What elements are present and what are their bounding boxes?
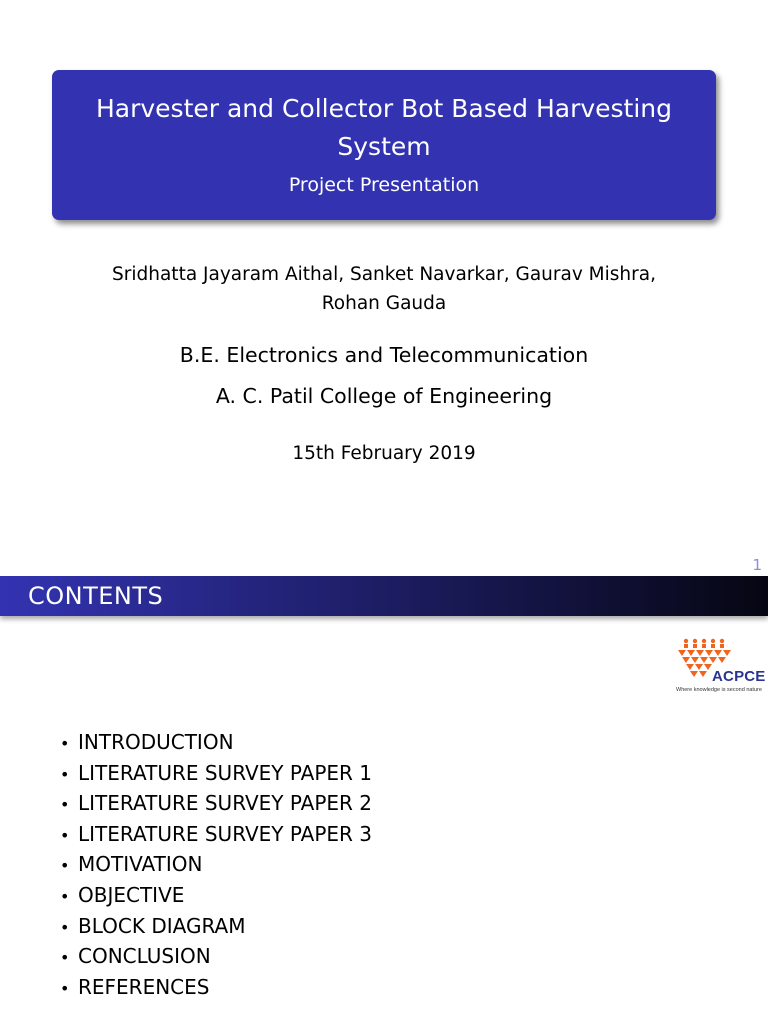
contents-item bbox=[60, 881, 372, 912]
contents-item-label: LITERATURE SURVEY PAPER 1 bbox=[78, 760, 373, 785]
contents-item-label: INTRODUCTION bbox=[78, 730, 234, 754]
bullet-icon: • bbox=[60, 795, 70, 815]
contents-item bbox=[60, 759, 372, 790]
title-box bbox=[52, 70, 716, 220]
contents-item-label: REFERENCES bbox=[78, 974, 210, 999]
presentation-subtitle: Project Presentation bbox=[288, 174, 480, 196]
bullet-icon: • bbox=[60, 886, 70, 906]
contents-item-label: LITERATURE SURVEY PAPER 2 bbox=[78, 791, 373, 816]
authors-line-1: Sridhatta Jayaram Aithal, Sanket Navarkar, Gaurav Mishra, bbox=[112, 264, 656, 285]
college-logo bbox=[672, 638, 768, 698]
bullet-icon: • bbox=[60, 764, 70, 784]
contents-item-label: LITERATURE SURVEY PAPER 3 bbox=[78, 821, 373, 846]
contents-item bbox=[60, 850, 372, 881]
contents-list bbox=[60, 728, 372, 1003]
department: B.E. Electronics and Telecommunication bbox=[179, 343, 589, 367]
bullet-icon: • bbox=[60, 978, 70, 998]
contents-item-label: BLOCK DIAGRAM bbox=[78, 913, 246, 938]
contents-item bbox=[60, 973, 372, 1004]
contents-slide bbox=[0, 576, 768, 1024]
bullet-icon: • bbox=[60, 917, 70, 937]
logo-tagline: Where knowledge is second nature bbox=[676, 687, 762, 693]
contents-item bbox=[60, 789, 372, 820]
contents-item bbox=[60, 728, 372, 759]
logo-text: ACPCE bbox=[712, 668, 766, 685]
bullet-icon: • bbox=[60, 734, 70, 753]
bullet-icon: • bbox=[60, 948, 70, 968]
authors bbox=[40, 260, 728, 318]
presentation-date: 15th February 2019 bbox=[292, 443, 476, 464]
bullet-icon: • bbox=[60, 856, 70, 876]
bullet-icon: • bbox=[60, 825, 70, 845]
frame-title-bar bbox=[0, 576, 768, 616]
presentation-title: Harvester and Collector Bot Based Harvesting System bbox=[95, 94, 673, 161]
college-name: A. C. Patil College of Engineering bbox=[215, 384, 553, 408]
page-number: 1 bbox=[752, 556, 762, 574]
contents-item-label: OBJECTIVE bbox=[78, 882, 185, 907]
frame-title: CONTENTS bbox=[28, 582, 164, 610]
authors-line-2: Rohan Gauda bbox=[321, 293, 447, 314]
contents-item-label: MOTIVATION bbox=[78, 852, 203, 877]
contents-item bbox=[60, 820, 372, 851]
contents-item-label: CONCLUSION bbox=[78, 944, 211, 969]
contents-item bbox=[60, 942, 372, 973]
contents-item bbox=[60, 912, 372, 943]
